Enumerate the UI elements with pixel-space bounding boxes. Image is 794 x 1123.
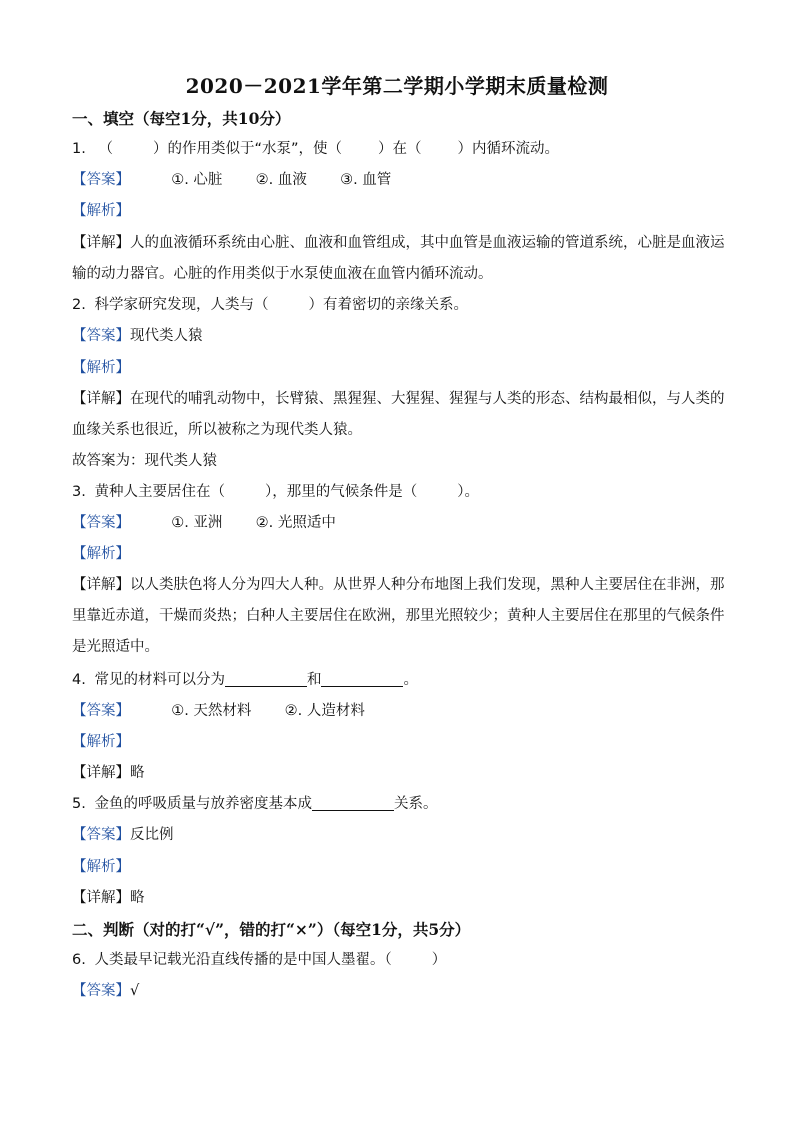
section-heading-fill-in: 一、填空（每空1分，共10分） [72,109,291,128]
question-text: 人类最早记载光沿直线传播的是中国人墨翟。（ [94,952,392,968]
detail-paragraph [72,883,732,914]
detail-label: 【详解】 [72,765,130,781]
analysis-label: 【解析】 [72,859,130,875]
question-4 [72,665,732,696]
answer-item: ②. 血液 [255,172,307,188]
answer-item: √ [130,983,140,999]
answer-item: 现代类人猿 [130,328,203,344]
answer-row [72,976,732,1007]
detail-label: 【详解】 [72,235,130,251]
detail-text: 略 [130,890,145,906]
answer-row [72,696,732,727]
question-text: ）内循环流动。 [457,141,559,157]
answer-item: ②. 光照适中 [255,515,336,531]
detail-label: 【详解】 [72,577,130,593]
analysis-label: 【解析】 [72,734,130,750]
answer-row [72,508,732,539]
answer-label: 【答案】 [72,515,130,531]
question-number: 6. [72,952,86,968]
question-text: ） [431,952,447,968]
detail-paragraph [72,758,732,789]
analysis-row [72,539,732,570]
answer-item: ①. 心脏 [171,172,223,188]
answer-row [72,321,732,352]
blank-underline [225,670,307,687]
analysis-row [72,196,732,227]
answer-item: 反比例 [130,827,174,843]
question-number: 3. [72,484,86,500]
blank-underline [312,794,394,811]
question-2 [72,290,732,321]
question-3 [72,477,732,508]
detail-paragraph [72,384,732,446]
answer-label: 【答案】 [72,328,130,344]
question-6 [72,945,732,976]
question-text: ）在（ [377,141,422,157]
detail-text: 略 [130,765,145,781]
analysis-row [72,727,732,758]
detail-text: 在现代的哺乳动物中，长臂猿、黑猩猩、大猩猩、猩猩与人类的形态、结构最相似，与人类的血缘关系也很近，所以被称之为现代类人猿。 [72,391,725,438]
answer-label: 【答案】 [72,983,130,999]
analysis-label: 【解析】 [72,360,130,376]
answer-item: ②. 人造材料 [284,703,365,719]
question-text: 和 [306,672,322,688]
question-text: ）有着密切的亲缘关系。 [308,297,468,313]
conclusion: 故答案为：现代类人猿 [72,453,217,469]
blank-underline [321,670,403,687]
analysis-row [72,852,732,883]
answer-item: ①. 天然材料 [171,703,252,719]
answer-label: 【答案】 [72,172,130,188]
analysis-label: 【解析】 [72,546,130,562]
answer-row [72,165,732,196]
question-number: 2. [72,297,86,313]
answer-label: 【答案】 [72,827,130,843]
detail-label: 【详解】 [72,391,130,407]
question-text: 关系。 [393,796,438,812]
detail-paragraph [72,570,732,663]
answer-row [72,820,732,851]
question-text: 黄种人主要居住在（ [94,484,225,500]
answer-label: 【答案】 [72,703,130,719]
question-text: 科学家研究发现，人类与（ [94,297,269,313]
page-title: 2020－2021学年第二学期小学期末质量检测 [185,74,609,98]
question-1 [72,134,732,165]
question-text: （ [98,141,113,157]
question-text: ）的作用类似于“水泵”，使（ [152,141,342,157]
question-text: ）。 [457,484,479,500]
question-number: 5. [72,796,86,812]
detail-text: 以人类肤色将人分为四大人种。从世界人种分布地图上我们发现，黑种人主要居住在非洲，那里靠近赤道，干燥而炎热；白种人主要居住在欧洲，那里光照较少；黄种人主要居住在那里的气候条件是光照适中。 [72,577,725,655]
answer-item: ③. 血管 [340,172,392,188]
question-number: 1. [72,141,86,157]
analysis-label: 【解析】 [72,203,130,219]
detail-label: 【详解】 [72,890,130,906]
question-number: 4. [72,672,86,688]
question-text: 。 [403,672,418,688]
question-text: 常见的材料可以分为 [94,672,225,688]
detail-paragraph [72,228,732,290]
detail-text: 人的血液循环系统由心脏、血液和血管组成，其中血管是血液运输的管道系统，心脏是血液运输的动力器官。心脏的作用类似于水泵使血液在血管内循环流动。 [72,235,725,282]
answer-item: ①. 亚洲 [171,515,223,531]
question-text: ），那里的气候条件是（ [264,484,418,500]
question-5 [72,789,732,820]
question-text: 金鱼的呼吸质量与放养密度基本成 [94,796,312,812]
analysis-row [72,353,732,384]
section-heading-true-false: 二、判断（对的打“√”，错的打“×”）（每空1分，共5分） [72,920,471,939]
